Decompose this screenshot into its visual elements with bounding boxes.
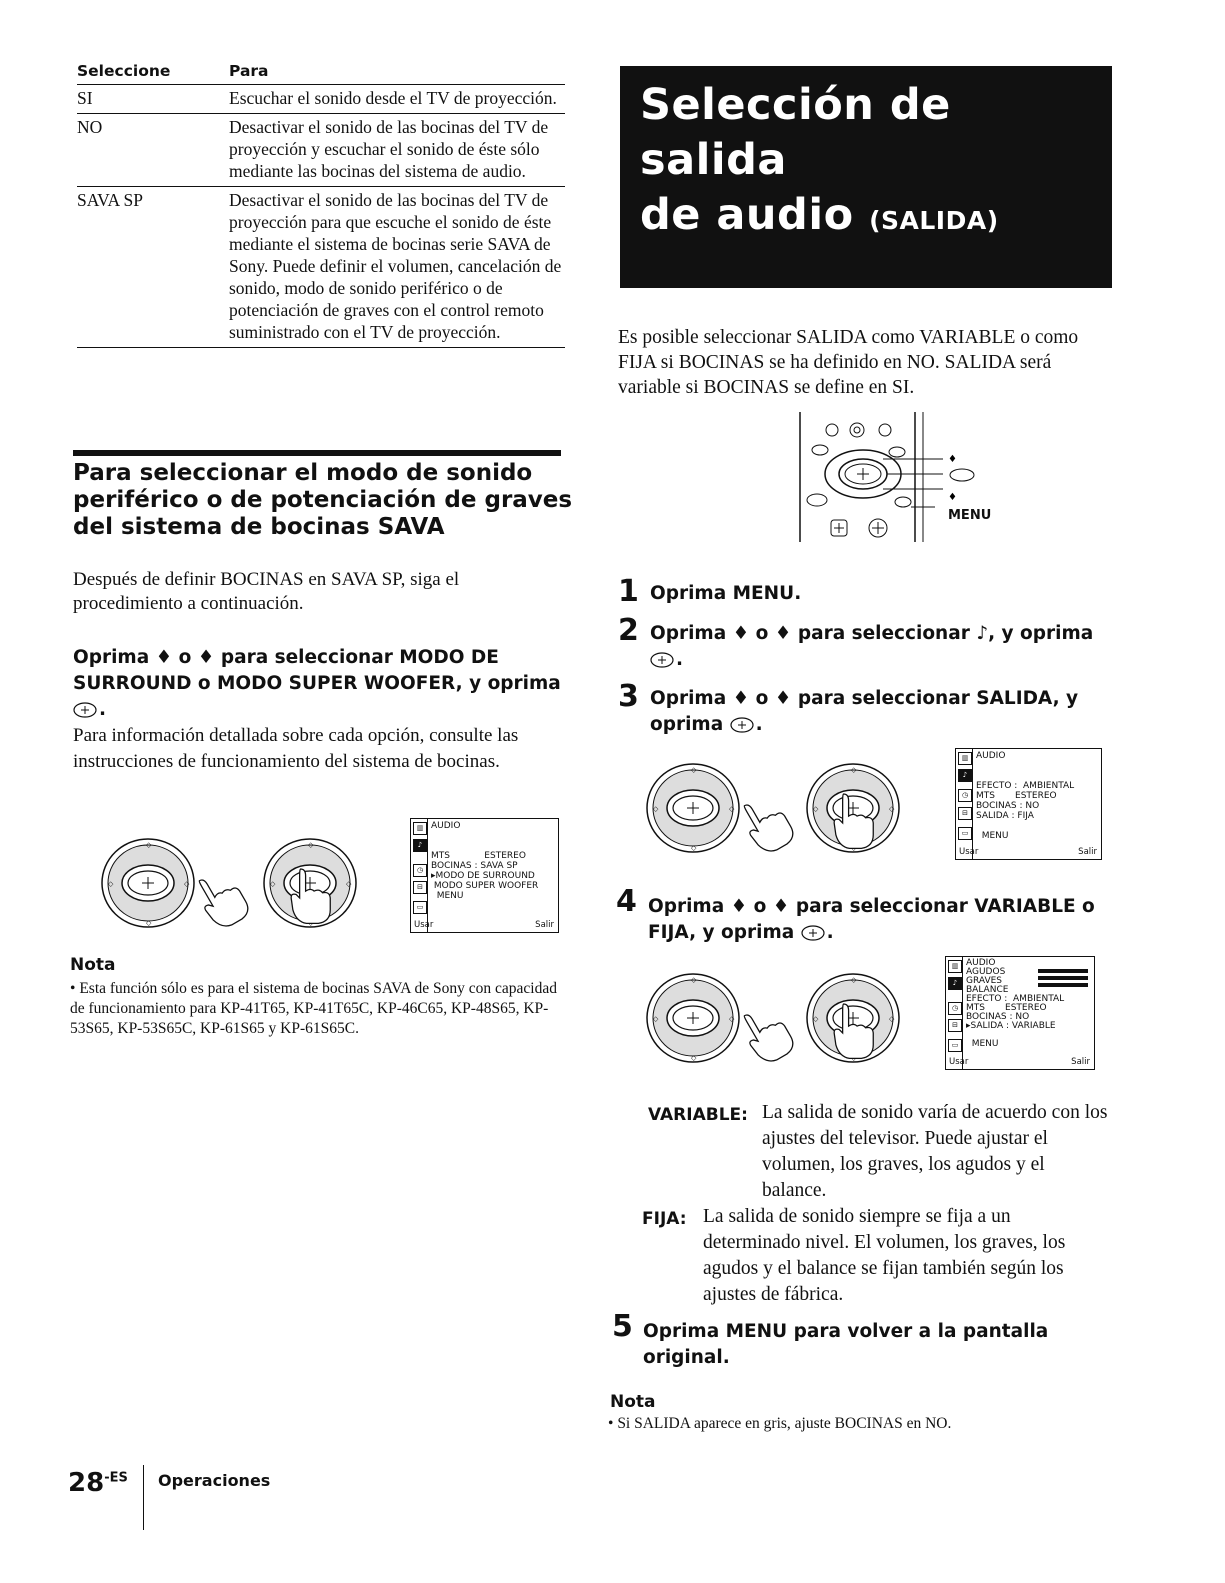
step-number: 4 [616, 884, 637, 919]
audio-menu-screen [410, 818, 559, 933]
page-title-box [620, 66, 1112, 288]
footer-divider [143, 1465, 144, 1530]
right-intro: Es posible seleccionar SALIDA como VARIABLE o como FIJA si BOCINAS se ha definido en NO. SALIDA será variable si BOCINAS se define en SI. [618, 327, 1079, 398]
menu-line: BOCINAS : SAVA SP [431, 861, 518, 871]
step-instruction: Oprima ♦ o ♦ para seleccionar ♪, y oprima [650, 623, 1094, 644]
audio-menu-screen-salida-variable [945, 956, 1095, 1070]
step-text: Oprima ♦ o ♦ para seleccionar ♪, y oprima . [650, 623, 1094, 670]
step-number: 3 [618, 679, 639, 714]
menu-footer [414, 920, 554, 930]
step-text: Oprima ♦ o ♦ para seleccionar VARIABLE o FIJA, y oprima . [648, 896, 1095, 943]
table-header-para: Para [229, 62, 269, 80]
menu-line: ▸MODO DE SURROUND [431, 871, 535, 881]
fija-text: La salida de sonido siempre se fija a un determinado nivel. El volumen, los graves, los agudos y el balance se fijan también según los ajustes de fábrica. [703, 1206, 1066, 1305]
svg-text:♦: ♦ [948, 454, 957, 465]
table-cell-description: Escuchar el sonido desde el TV de proyección. [229, 88, 557, 108]
menu-usar: Usar [949, 1057, 969, 1067]
step-text: Oprima ♦ o ♦ para seleccionar SALIDA, y oprima . [650, 688, 1079, 735]
menu-line: MTS ESTEREO [431, 851, 526, 861]
menu-icon-column [956, 749, 973, 859]
menu-line: SALIDA : FIJA [976, 811, 1034, 821]
title-small: (SALIDA) [869, 206, 999, 235]
fija-definition [642, 1204, 1102, 1308]
menu-line: EFECTO : AMBIENTAL [976, 781, 1075, 791]
nota-body: • Si SALIDA aparece en gris, ajuste BOCINAS en NO. [608, 1415, 952, 1432]
enter-button-icon [650, 652, 676, 668]
page-number [68, 1468, 128, 1498]
menu-line: GRAVES [966, 976, 1002, 986]
menu-icon-column [411, 819, 428, 932]
fija-term: FIJA: [642, 1209, 687, 1229]
nota-text: Si SALIDA aparece en gris, ajuste BOCINAS en NO. [617, 1415, 952, 1432]
instruction-subheading: Oprima ♦ o ♦ para seleccionar MODO DE SURROUND o MODO SUPER WOOFER, y oprima . [73, 647, 561, 720]
remote-pad-hand-illustration [100, 835, 250, 945]
remote-pad-press-illustration [805, 970, 905, 1080]
enter-button-icon [730, 717, 756, 733]
section-rule [73, 450, 561, 456]
nota-title: Nota [610, 1392, 656, 1412]
menu-usar: Usar [414, 920, 434, 930]
level-bars [1038, 969, 1088, 990]
menu-title: AUDIO [966, 958, 996, 968]
menu-line: MODO SUPER WOOFER [431, 881, 539, 891]
remote-menu-label: MENU [948, 508, 992, 523]
menu-icon-column [946, 957, 963, 1069]
menu-line: MENU [976, 831, 1009, 841]
setup-icon: ⊟ [413, 881, 427, 894]
page-number-value: 28 [68, 1468, 105, 1498]
timer-icon: ◷ [413, 864, 427, 877]
menu-line: MTS ESTEREO [966, 1003, 1047, 1013]
table-header [77, 60, 565, 85]
table-row [77, 85, 565, 114]
remote-pad-press-illustration [805, 760, 905, 870]
caption-icon: ▭ [948, 1039, 962, 1052]
video-icon: ▥ [958, 752, 972, 765]
video-icon: ▥ [948, 960, 962, 973]
menu-salir: Salir [535, 920, 554, 930]
menu-usar: Usar [959, 847, 979, 857]
nota-body: • Esta función sólo es para el sistema de bocinas SAVA de Sony con capacidad de funcionamiento para KP-41T65, KP-41T65C, KP-46C65, KP-48S65, KP-53S65, KP-53S65C, KP-61S65 y KP-61S65C. [70, 980, 557, 1037]
level-bar [1038, 983, 1088, 987]
instruction-text: Oprima ♦ o ♦ para seleccionar MODO DE SURROUND o MODO SUPER WOOFER, y oprima [73, 647, 561, 694]
variable-definition [648, 1100, 1108, 1204]
timer-icon: ◷ [958, 789, 972, 802]
remote-control-illustration [795, 412, 995, 547]
level-bar [1038, 969, 1088, 973]
audio-menu-screen-salida-fija [955, 748, 1102, 860]
title-line-1: Selección de salida [640, 80, 951, 185]
title-line-2: de audio [640, 190, 854, 240]
caption-icon: ▭ [958, 827, 972, 840]
step-text: Oprima MENU. [650, 583, 802, 604]
section-intro: Después de definir BOCINAS en SAVA SP, siga el procedimiento a continuación. [73, 569, 460, 614]
step-number: 2 [618, 613, 639, 648]
table-cell-option: SAVA SP [77, 190, 144, 210]
step-instruction: Oprima ♦ o ♦ para seleccionar SALIDA, y oprima [650, 688, 1079, 735]
table-cell-description: Desactivar el sonido de las bocinas del TV de proyección para que escuche el sonido de éste mediante el sistema de bocinas serie SAVA de Sony. Puede definir el volumen, cancelación de sonido, modo de sonido periférico o de potenciación de graves con el control remoto suministrado con el TV de proyección. [229, 190, 562, 342]
timer-icon: ◷ [948, 1002, 962, 1015]
enter-button-icon [801, 925, 827, 941]
menu-footer [949, 1057, 1090, 1067]
menu-line: BOCINAS : NO [966, 1012, 1030, 1022]
table-cell-option: SI [77, 88, 93, 108]
step-number: 5 [612, 1309, 633, 1344]
menu-lines [976, 751, 1074, 841]
table-cell-description: Desactivar el sonido de las bocinas del TV de proyección y escuchar el sonido de éste sólo mediante las bocinas del sistema de audio. [229, 117, 549, 181]
menu-title: AUDIO [976, 751, 1006, 761]
remote-pad-hand-illustration [645, 760, 795, 870]
menu-line: AGUDOS [966, 967, 1006, 977]
caption-icon: ▭ [413, 901, 427, 914]
variable-text: La salida de sonido varía de acuerdo con los ajustes del televisor. Puede ajustar el volumen, los graves, los agudos y el balance. [762, 1102, 1108, 1201]
step-number: 1 [618, 574, 639, 609]
page-title [640, 78, 1112, 248]
menu-lines [431, 821, 538, 901]
enter-button-icon [73, 702, 99, 718]
menu-line: BOCINAS : NO [976, 801, 1040, 811]
menu-line: MTS ESTEREO [976, 791, 1057, 801]
table-cell-option: NO [77, 117, 103, 137]
nota-title: Nota [70, 955, 116, 975]
step-text: Oprima MENU para volver a la pantalla original. [643, 1321, 1049, 1368]
table-row [77, 187, 565, 348]
setup-icon: ⊟ [948, 1019, 962, 1032]
remote-pad-press-illustration [262, 835, 362, 945]
level-bar [1038, 976, 1088, 980]
menu-line: EFECTO : AMBIENTAL [966, 994, 1065, 1004]
audio-note-icon: ♪ [413, 839, 427, 852]
menu-salir: Salir [1078, 847, 1097, 857]
menu-line: MENU [431, 891, 464, 901]
menu-salir: Salir [1071, 1057, 1090, 1067]
variable-term: VARIABLE: [648, 1105, 748, 1125]
audio-note-icon: ♪ [958, 769, 972, 782]
svg-text:♦: ♦ [948, 492, 957, 503]
selection-table [77, 60, 565, 348]
menu-title: AUDIO [431, 821, 461, 831]
page-suffix: -ES [104, 1470, 128, 1486]
video-icon: ▥ [413, 822, 427, 835]
step-instruction: Oprima ♦ o ♦ para seleccionar VARIABLE o FIJA, y oprima [648, 896, 1095, 943]
setup-icon: ⊟ [958, 807, 972, 820]
table-header-seleccione: Seleccione [77, 62, 171, 80]
menu-line: MENU [966, 1039, 999, 1049]
menu-footer [959, 847, 1097, 857]
section-heading: Para seleccionar el modo de sonido periférico o de potenciación de graves del sistema de bocinas SAVA [73, 460, 573, 540]
menu-line: BALANCE [966, 985, 1009, 995]
menu-line: ▸SALIDA : VARIABLE [966, 1021, 1056, 1031]
remote-pad-hand-illustration [645, 970, 795, 1080]
audio-note-icon: ♪ [948, 977, 962, 990]
nota-text: Esta función sólo es para el sistema de bocinas SAVA de Sony con capacidad de funcionamiento para KP-41T65, KP-41T65C, KP-46C65, KP-48S65, KP-53S65, KP-53S65C, KP-61S65 y KP-61S65C. [70, 980, 557, 1037]
info-paragraph: Para información detallada sobre cada opción, consulte las instrucciones de funcionamiento del sistema de bocinas. [73, 725, 519, 772]
footer-section: Operaciones [158, 1471, 271, 1490]
table-row [77, 114, 565, 187]
